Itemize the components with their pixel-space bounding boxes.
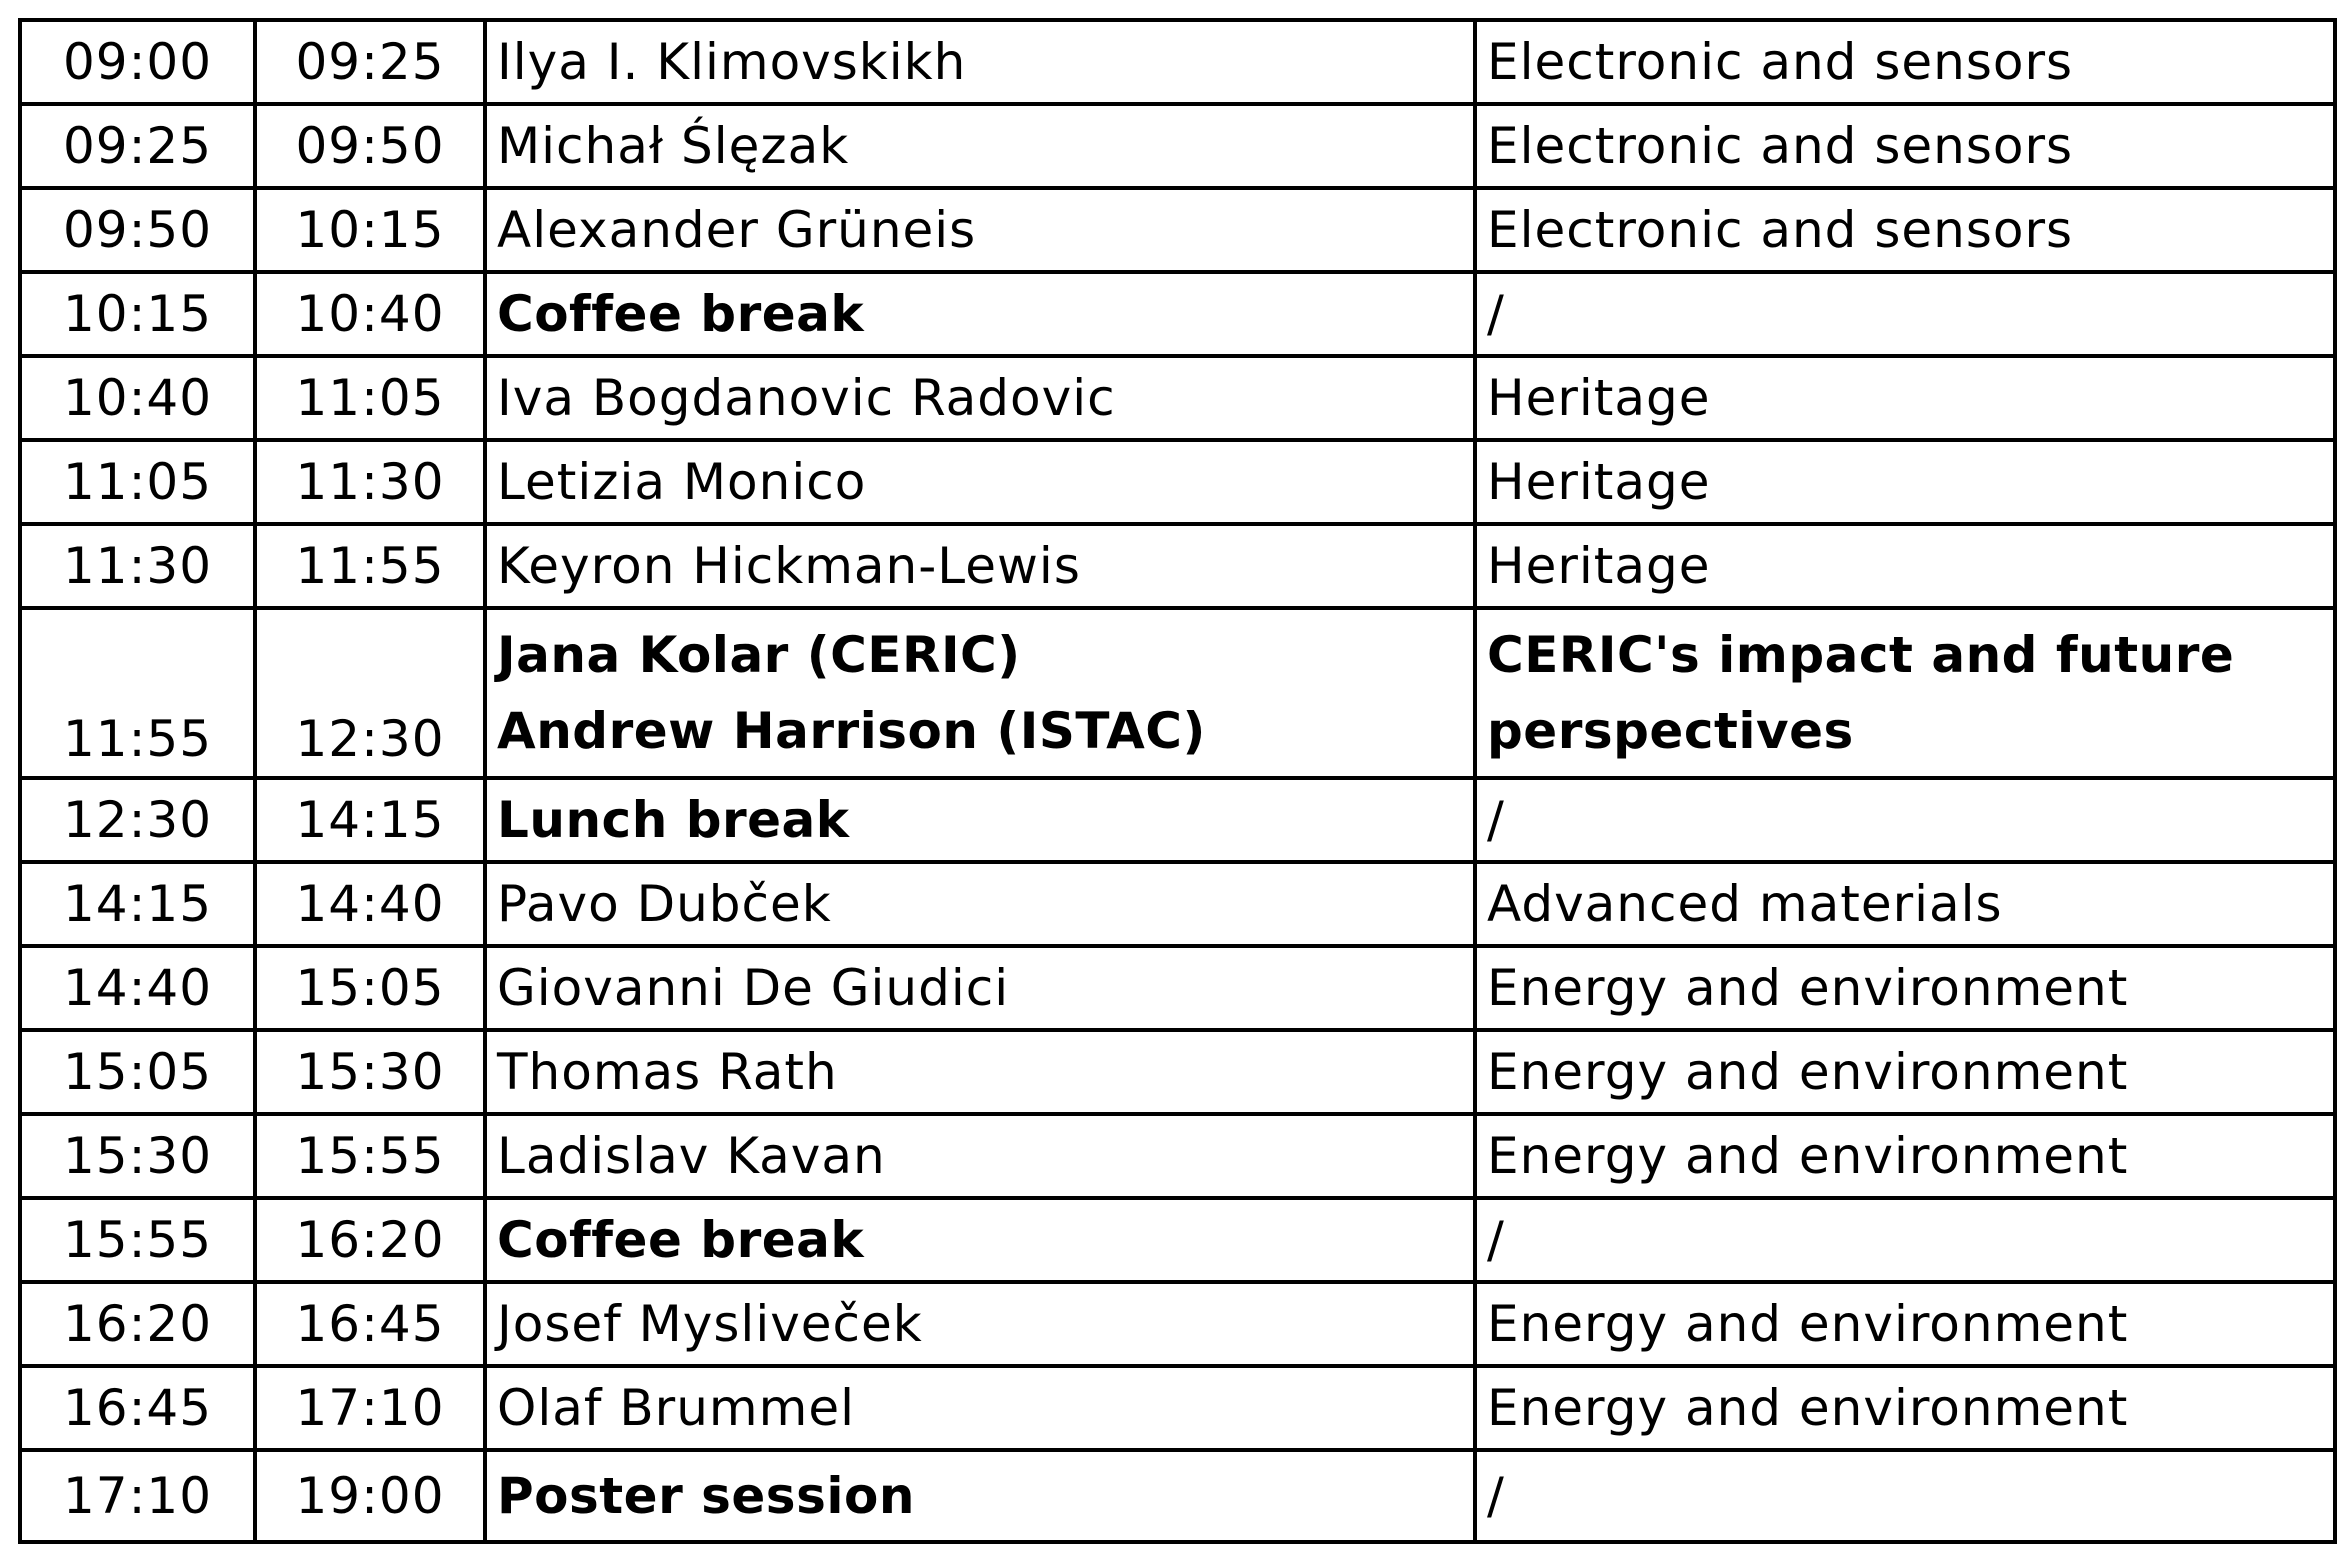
table-row — [20, 20, 2335, 104]
table-row — [20, 104, 2335, 188]
end-time: 10:40 — [255, 272, 485, 356]
start-time: 14:15 — [20, 862, 255, 946]
table-row — [20, 862, 2335, 946]
start-time: 16:20 — [20, 1282, 255, 1366]
table-row — [20, 1198, 2335, 1282]
break-label: Coffee break — [485, 1198, 1475, 1282]
speaker-name: Ilya I. Klimovskikh — [485, 20, 1475, 104]
speaker-name: Giovanni De Giudici — [485, 946, 1475, 1030]
speaker-name-line-2: Andrew Harrison (ISTAC) — [497, 702, 1206, 760]
start-time: 10:15 — [20, 272, 255, 356]
session-topic: / — [1475, 1198, 2335, 1282]
session-topic: / — [1475, 1450, 2335, 1542]
session-topic: / — [1475, 272, 2335, 356]
speaker-name: Alexander Grüneis — [485, 188, 1475, 272]
end-time: 10:15 — [255, 188, 485, 272]
table-row — [20, 608, 2335, 778]
end-time: 16:45 — [255, 1282, 485, 1366]
table-row — [20, 1450, 2335, 1542]
session-topic: Electronic and sensors — [1475, 20, 2335, 104]
start-time: 09:00 — [20, 20, 255, 104]
start-time: 11:55 — [20, 608, 255, 778]
session-topic — [1475, 608, 2335, 778]
end-time: 11:30 — [255, 440, 485, 524]
table-row — [20, 946, 2335, 1030]
session-topic: Advanced materials — [1475, 862, 2335, 946]
break-label: Poster session — [485, 1450, 1475, 1542]
session-topic: Heritage — [1475, 440, 2335, 524]
break-label: Lunch break — [485, 778, 1475, 862]
session-topic: Electronic and sensors — [1475, 188, 2335, 272]
speaker-name: Thomas Rath — [485, 1030, 1475, 1114]
start-time: 11:05 — [20, 440, 255, 524]
end-time: 14:15 — [255, 778, 485, 862]
end-time: 12:30 — [255, 608, 485, 778]
session-topic: Electronic and sensors — [1475, 104, 2335, 188]
end-time: 15:05 — [255, 946, 485, 1030]
end-time: 17:10 — [255, 1366, 485, 1450]
session-topic-line-2: perspectives — [1487, 702, 1854, 760]
table-row — [20, 272, 2335, 356]
session-topic: Energy and environment — [1475, 1282, 2335, 1366]
table-row — [20, 188, 2335, 272]
speaker-name-line-1: Jana Kolar (CERIC) — [497, 626, 1021, 684]
table-row — [20, 1282, 2335, 1366]
session-topic: Energy and environment — [1475, 946, 2335, 1030]
speaker-name: Letizia Monico — [485, 440, 1475, 524]
end-time: 14:40 — [255, 862, 485, 946]
session-topic: / — [1475, 778, 2335, 862]
speaker-name: Olaf Brummel — [485, 1366, 1475, 1450]
schedule-table — [18, 18, 2337, 1544]
end-time: 11:05 — [255, 356, 485, 440]
session-topic-line-1: CERIC's impact and future — [1487, 626, 2235, 684]
session-topic: Energy and environment — [1475, 1030, 2335, 1114]
table-row — [20, 440, 2335, 524]
speaker-name: Iva Bogdanovic Radovic — [485, 356, 1475, 440]
table-row — [20, 778, 2335, 862]
table-row — [20, 1366, 2335, 1450]
end-time: 19:00 — [255, 1450, 485, 1542]
break-label: Coffee break — [485, 272, 1475, 356]
start-time: 09:25 — [20, 104, 255, 188]
start-time: 10:40 — [20, 356, 255, 440]
speaker-name: Pavo Dubček — [485, 862, 1475, 946]
end-time: 11:55 — [255, 524, 485, 608]
start-time: 14:40 — [20, 946, 255, 1030]
speaker-name: Josef Mysliveček — [485, 1282, 1475, 1366]
end-time: 15:55 — [255, 1114, 485, 1198]
end-time: 15:30 — [255, 1030, 485, 1114]
start-time: 12:30 — [20, 778, 255, 862]
speaker-name: Michał Ślęzak — [485, 104, 1475, 188]
table-row — [20, 356, 2335, 440]
speaker-name: Keyron Hickman-Lewis — [485, 524, 1475, 608]
start-time: 17:10 — [20, 1450, 255, 1542]
end-time: 16:20 — [255, 1198, 485, 1282]
start-time: 09:50 — [20, 188, 255, 272]
start-time: 15:05 — [20, 1030, 255, 1114]
speaker-names — [485, 608, 1475, 778]
session-topic: Heritage — [1475, 356, 2335, 440]
table-row — [20, 1030, 2335, 1114]
start-time: 15:30 — [20, 1114, 255, 1198]
start-time: 16:45 — [20, 1366, 255, 1450]
session-topic: Energy and environment — [1475, 1366, 2335, 1450]
session-topic: Heritage — [1475, 524, 2335, 608]
session-topic: Energy and environment — [1475, 1114, 2335, 1198]
end-time: 09:25 — [255, 20, 485, 104]
table-row — [20, 524, 2335, 608]
start-time: 11:30 — [20, 524, 255, 608]
start-time: 15:55 — [20, 1198, 255, 1282]
end-time: 09:50 — [255, 104, 485, 188]
speaker-name: Ladislav Kavan — [485, 1114, 1475, 1198]
table-row — [20, 1114, 2335, 1198]
